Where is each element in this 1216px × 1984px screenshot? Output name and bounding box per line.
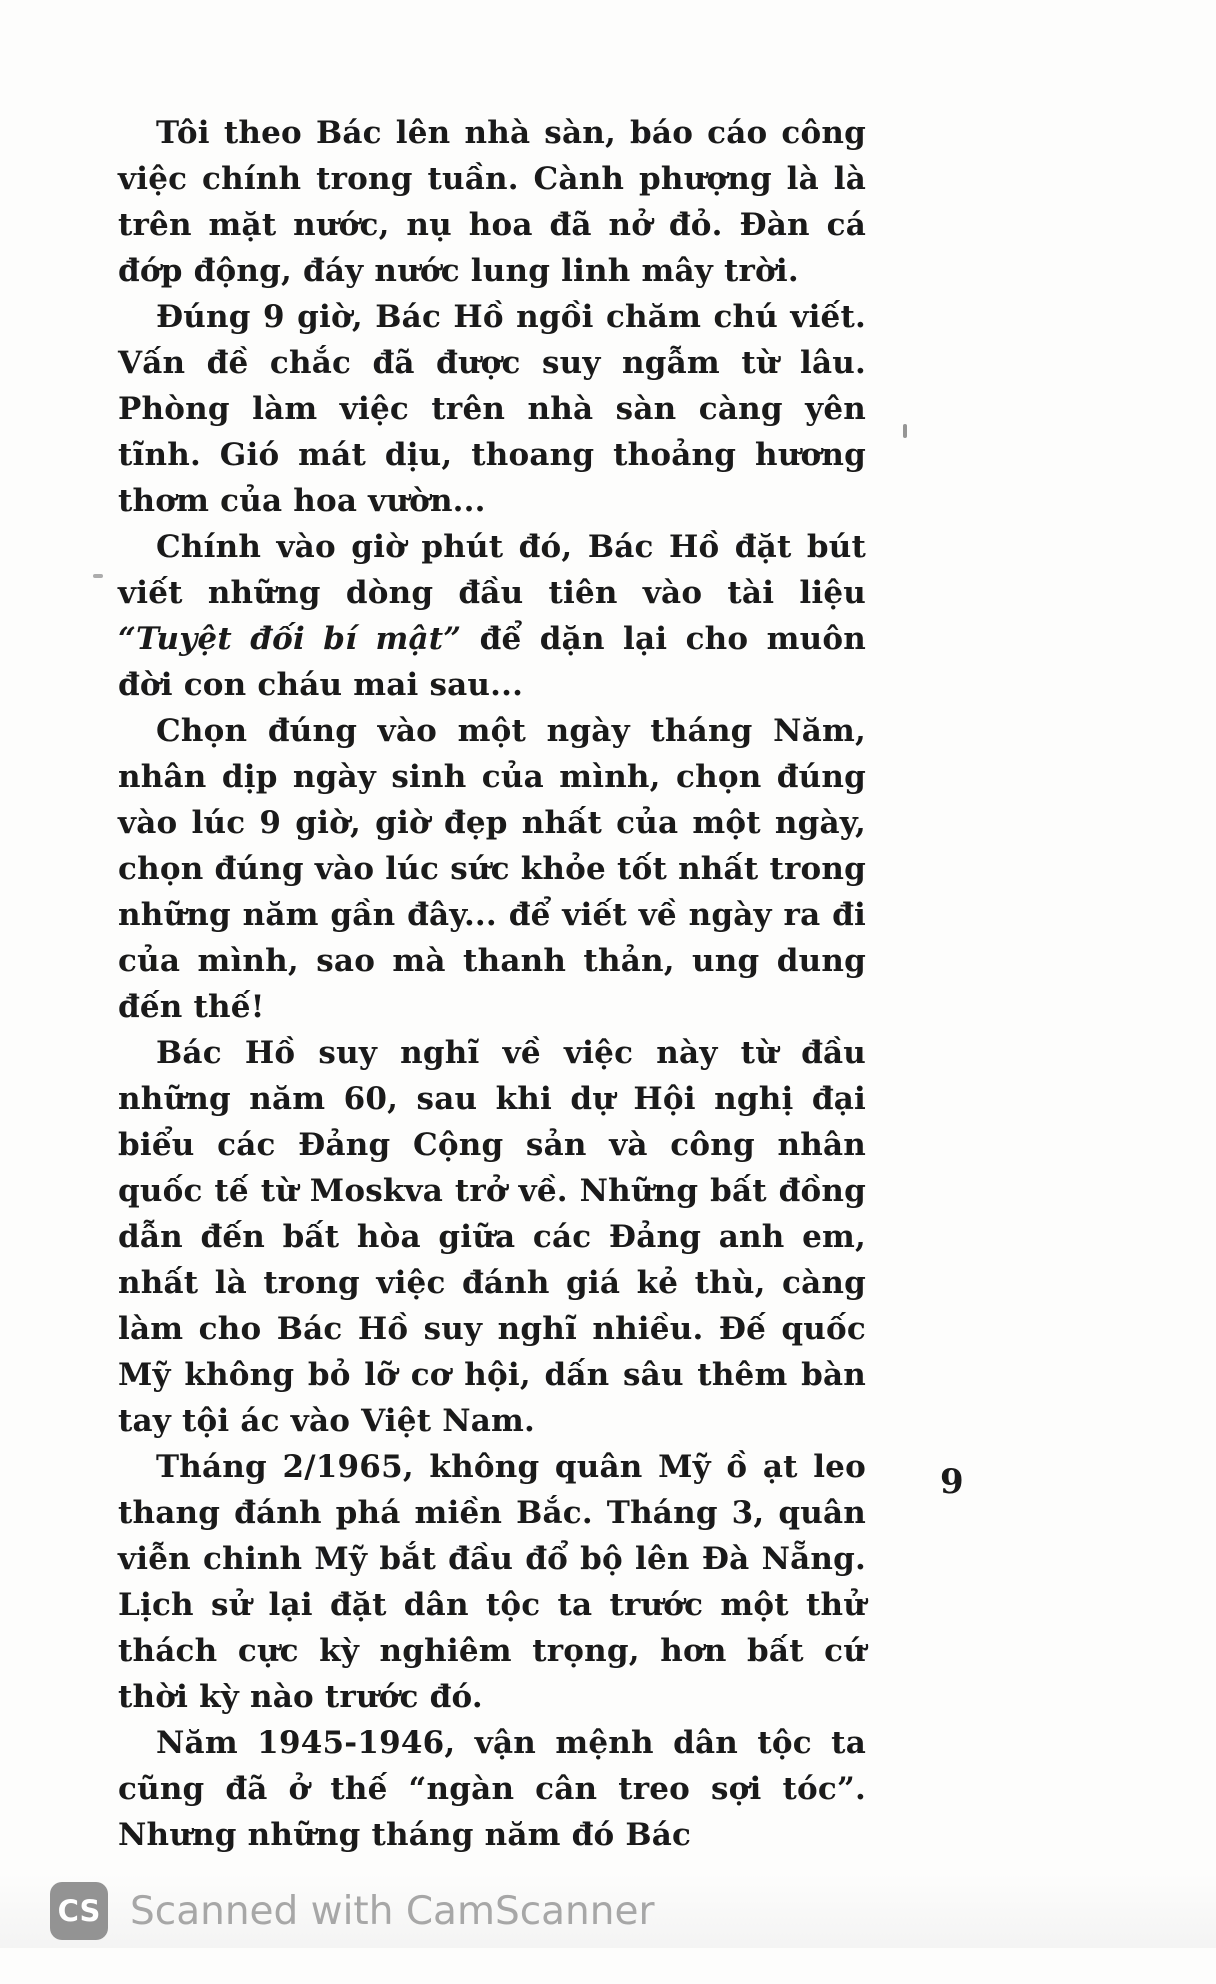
- paragraph: [118, 1444, 866, 1720]
- camscanner-logo-icon: [50, 1882, 108, 1940]
- paragraph: [118, 1720, 866, 1858]
- camscanner-watermark: [0, 1874, 1216, 1948]
- paragraph: [118, 110, 866, 294]
- paragraph-text: Năm 1945-1946, vận mệnh dân tộc ta cũng đã ở thế “ngàn cân treo sợi tóc”. Nhưng những tháng năm đó Bác: [118, 1725, 866, 1853]
- page-number: 9: [940, 1462, 964, 1502]
- paragraph-text: Đúng 9 giờ, Bác Hồ ngồi chăm chú viết. Vấn đề chắc đã được suy ngẫm từ lâu. Phòng làm việc trên nhà sàn càng yên tĩnh. Gió mát dịu, thoang thoảng hương thơm của hoa vườn...: [118, 299, 866, 519]
- camscanner-logo-text: CS: [57, 1894, 101, 1928]
- text-block: [118, 110, 866, 1858]
- paragraph-text-italic: “Tuyệt đối bí mật”: [118, 621, 462, 657]
- paragraph: [118, 524, 866, 708]
- paragraph: [118, 294, 866, 524]
- camscanner-label: Scanned with CamScanner: [130, 1888, 655, 1934]
- scan-artifact: [903, 424, 907, 438]
- scan-artifact: [93, 574, 103, 578]
- paragraph: [118, 708, 866, 1030]
- paragraph-text: Chính vào giờ phút đó, Bác Hồ đặt bút viết những dòng đầu tiên vào tài liệu: [118, 529, 866, 611]
- paragraph-text: Tháng 2/1965, không quân Mỹ ồ ạt leo thang đánh phá miền Bắc. Tháng 3, quân viễn chinh Mỹ bắt đầu đổ bộ lên Đà Nẵng. Lịch sử lại đặt dân tộc ta trước một thử thách cực kỳ nghiêm trọng, hơn bất cứ thời kỳ nào trước đó.: [118, 1449, 866, 1715]
- paragraph-text: Chọn đúng vào một ngày tháng Năm, nhân dịp ngày sinh của mình, chọn đúng vào lúc 9 giờ, giờ đẹp nhất của một ngày, chọn đúng vào lúc sức khỏe tốt nhất trong những năm gần đây... để viết về ngày ra đi của mình, sao mà thanh thản, ung dung đến thế!: [118, 713, 866, 1025]
- paragraph-text: Bác Hồ suy nghĩ về việc này từ đầu những năm 60, sau khi dự Hội nghị đại biểu các Đảng Cộng sản và công nhân quốc tế từ Moskva trở về. Những bất đồng dẫn đến bất hòa giữa các Đảng anh em, nhất là trong việc đánh giá kẻ thù, càng làm cho Bác Hồ suy nghĩ nhiều. Đế quốc Mỹ không bỏ lỡ cơ hội, dấn sâu thêm bàn tay tội ác vào Việt Nam.: [118, 1035, 866, 1439]
- paragraph: [118, 1030, 866, 1444]
- paragraph-text: Tôi theo Bác lên nhà sàn, báo cáo công việc chính trong tuần. Cành phượng là là trên mặt nước, nụ hoa đã nở đỏ. Đàn cá đớp động, đáy nước lung linh mây trời.: [118, 115, 866, 289]
- paragraph-text: để dặn lại cho muôn đời con cháu mai sau...: [118, 621, 866, 703]
